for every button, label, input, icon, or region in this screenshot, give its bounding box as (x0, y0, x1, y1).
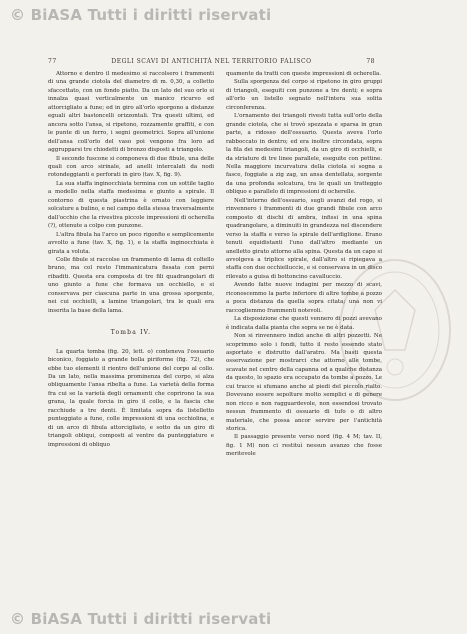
page-number-left: 77 (48, 58, 57, 65)
paragraph: Attorno e dentro il medesimo si raccolsero i frammenti di una grande ciotola del diametro di m. 0,30, a colletto sfaccettato, con un fondo piatto. Da un lato del suo orlo si innalza quasi verticalmente un manico ricurvo ed attorcigliato a fune; ed in giro all'orlo sporgono a distanze eguali altri bastoncelli orizzontali. Tra questi ultimi, ed ancora sotto l'ansa, si ripetono, rozzamente graffiti, e con le punte di un ferro, i segni geometrici. Sopra all'unione dell'ansa coll'orlo del vaso poi vengono fra loro ad aggrupparsi tre chiodetti di bronzo disposti a triangolo. (48, 71, 214, 154)
paragraph: La quarta tomba (fig. 20, lett. o) conteneva l'ossuario biconico, foggiato a grande bolla piriforme (fig. 72), che ebbe tuo elementi il rientro dell'unione del corpo al collo. Da un lato, nella massima prominenza del corpo, si alza obliquamente l'ansa ribelta a fune. La varietà della forma fra cui se la varietà degli ornamenti che coprirono la sua grana, la quale forcia in giro il collo, e la fascia che racchiude a tre denti. È limitata sopra da listelletto punteggiato a fune, colle impressioni di una occhiolina, e di un arco di fibula attorcigliato, e sotto da un giro di triangoli obliqui, composti al ventre da punteggiature e impressioni di obliquo (48, 348, 214, 448)
right-column (226, 70, 382, 459)
watermark-bottom: © BiASA Tutti i diritti riservati (10, 610, 272, 628)
paragraph: L'altra fibula ha l'arco un poco rigonfio e semplicemente avvolto a fune (tav. X, fig. 1), e la staffa inginocchiata è girata a voluta. (48, 231, 214, 255)
paragraph: quamente da tratti con queste impressioni di ocherella. (226, 71, 381, 77)
paragraph: L'ornamento dei triangoli rivesti tutta sull'orlo della grande ciotola, che si trovò spezzata e sparsa in gran parte, a ridosso dell'ossuario. Questa aveva l'orlo rabboccato in dentro; ed era inoltre circondata, sopra la fila dei medesimi triangoli, da un giro di occhielli, e da striature di tre linee parallele, eseguite con pettine. Nella maggiore incurvatura della ciotola si sogna a fasce, foggiate a zig zag, un ansa dentellata, sorgente da una profonda solcatura, tra le quali un tratteggio obliquo e parallelo di impressioni di ocherelle. (226, 113, 382, 196)
paragraph: Sulla sporgenza del corpo si ripetono in giro gruppi di triangoli, eseguiti con punzone a tre denti; e sopra all'orlo un listello segnato nell'intera sua solita circonferenza. (226, 79, 382, 111)
paragraph: Il secondo fuscone si componeva di due fibule, una delle quali con arco sirinale, ad anelli intercalati da nodi rotondeggianti e perforati in giro (tav. X, fig. 9). (48, 155, 214, 179)
page-number-right: 78 (366, 58, 375, 65)
paragraph: La sua staffa inginocchiata termina con un sottile taglio a modello nella staffa medesima e giunto a spirale. Il contorno di questa piastrina è ornato con leggiere solcature a bulino, e nel campo della stessa traversalmente dall'occhio che la rivestiva piccole impressioni di ocherella (?), ottenute a colpo con punzone. (48, 180, 214, 230)
paragraph: Non si rinvennero indizi anche di altri pozzetti. Ne scoprimmo solo i fondi, tutto il resto essendo stato asportato e distrutto dall'aratro. Ma basti questa osservazione per mostrarci che attorno alle tombe, scavate nel centro della capanna od a qualche distanza da questo, lo spazio era occupato da tombe a pozzo. Le cui tracce si sfumano anche al piedi del piccolo rialto. Dovevano essere sepolture molto semplici e di genere non ricco e non ragguardevole, non essendosi trovato nessun frammento di ossuario di tufo o di altro materiale, che possa ancor servire per l'antichità storica. (226, 333, 382, 433)
left-column (48, 70, 214, 449)
running-title: DEGLI SCAVI DI ANTICHITÀ NEL TERRITORIO FALISCO (111, 58, 312, 65)
watermark-top: © BiASA Tutti i diritti riservati (10, 6, 272, 24)
paragraph: La disposizione che questi vennero di pozzi avevano è indicata dalla pianta che sopra se ne è data. (226, 316, 382, 331)
paragraph: Nell'interno dell'ossuario, sugli avanzi del rogo, si rinvennero i frammenti di due grandi fibule con arco composto di dischi di ambra, infissi in una spina quadrangolare, a diminuiti in grandezza nel discendere verso la staffa e verso la spirale dell'ardiglione. Erano tenuti equidistanti l'uno dall'altro mediante un anelletto girato attorno alla spina. Questa da un capo si avvolgeva a triplice spirale, dall'altro si ripiegava a staffa con due occhielluccie, e si conservava in un disco rilevato a guisa di bottoncino cavalluccio. (226, 197, 382, 280)
section-title: Tomba IV. (110, 329, 152, 337)
page-header (48, 58, 375, 65)
paragraph: Colle fibule si raccolse un frammento di lama di coltello bruno, ma col resto l'immanicatura fissata con perni ribaditi. Questa era composta di tre fili quadrangolari di uno giunto a fune che formava un occhiello, e si conservava per ciascuna parte in una grossa sporgente, nei cui occhielli, a lamine triangolari, tra le quali era inserita la base della lama. (48, 256, 214, 314)
paragraph: Il passaggio presente verso nord (fig. 4 M; tav. II, fig. 1 M) non ci restituì nessun avanzo che fosse meritevole (226, 434, 382, 458)
paragraph: Avendo fatte nuove indagini per mezzo di scavi, riconoscemmo la parte inferiore di altre tombe a pozzo a poca distanza da quella sopra citata; una non vi raccogliemmo frammenti notevoli. (226, 282, 382, 314)
